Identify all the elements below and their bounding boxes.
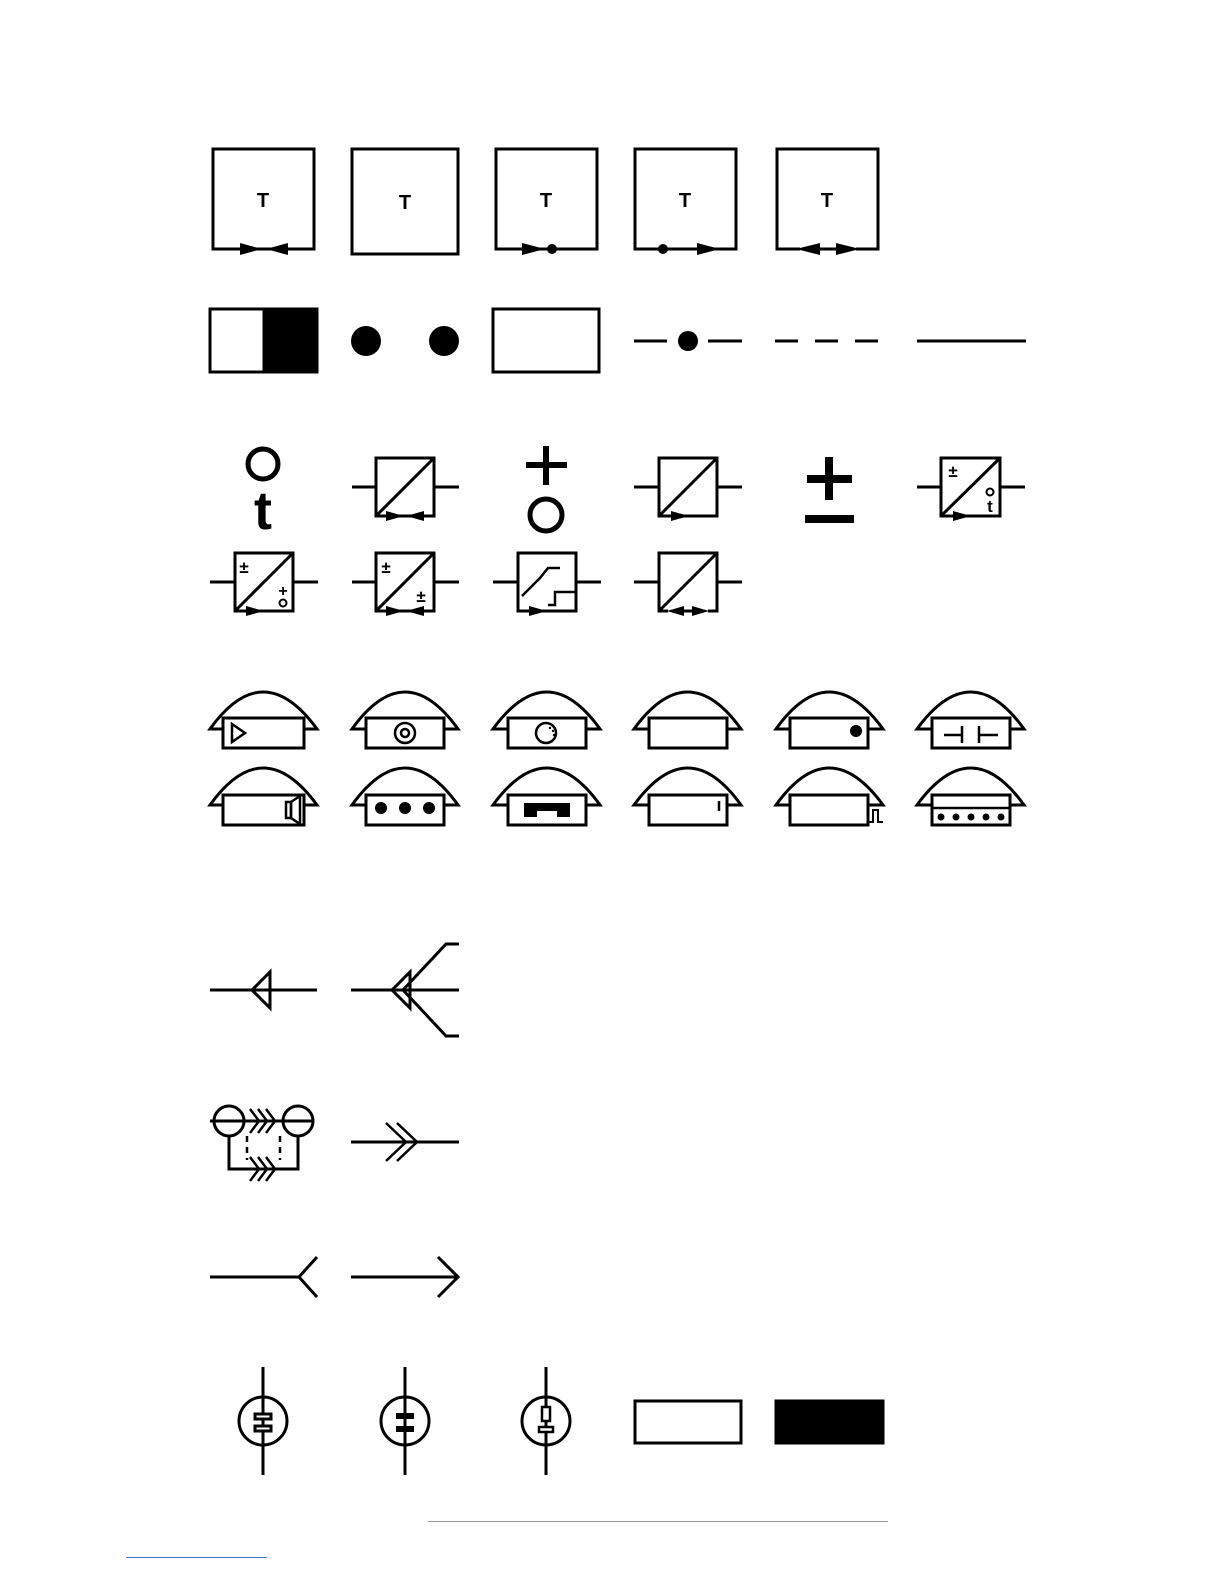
footnote-rule bbox=[126, 1557, 267, 1558]
converter-converging-arrows bbox=[352, 458, 459, 521]
device-telephone bbox=[493, 768, 600, 825]
svg-text:T: T bbox=[820, 190, 834, 212]
filled-rectangle bbox=[776, 1401, 883, 1443]
thermostat-symbol-diverging-arrows bbox=[777, 149, 878, 255]
two-dots bbox=[351, 326, 459, 356]
fuse-horizontal-plates bbox=[239, 1367, 287, 1475]
thermostat-symbol-plain bbox=[352, 149, 458, 254]
fuse-filled-plates bbox=[381, 1367, 429, 1475]
svg-text:T: T bbox=[256, 190, 270, 212]
svg-text:±: ± bbox=[239, 558, 249, 577]
double-chevron-line bbox=[351, 1123, 459, 1161]
device-target bbox=[352, 692, 458, 748]
plug-line bbox=[351, 1257, 458, 1297]
thermostat-symbol-dot-to-arrow bbox=[635, 149, 736, 255]
outline-rectangle bbox=[635, 1401, 741, 1443]
converter-step bbox=[493, 553, 601, 616]
time-symbol bbox=[248, 449, 278, 541]
device-play bbox=[210, 692, 317, 748]
empty-box bbox=[493, 309, 599, 372]
device-pulse bbox=[776, 768, 883, 825]
line-with-dot bbox=[634, 331, 742, 351]
antenna-splitter bbox=[351, 944, 459, 1036]
socket-line bbox=[210, 1257, 317, 1297]
device-dot bbox=[776, 692, 883, 748]
svg-text:t: t bbox=[254, 481, 272, 541]
thermostat-symbol-arrow-to-dot bbox=[496, 149, 597, 255]
device-three-dots bbox=[352, 768, 458, 825]
svg-text:T: T bbox=[678, 190, 692, 212]
converter-plus-minus-time bbox=[917, 458, 1025, 521]
device-bar bbox=[634, 768, 741, 825]
coupler-symbol bbox=[210, 1106, 314, 1181]
device-blank bbox=[634, 692, 741, 748]
converter-plus-minus-plus-minus bbox=[352, 553, 459, 616]
antenna-feed bbox=[210, 972, 317, 1008]
svg-text:T: T bbox=[539, 190, 553, 212]
converter-single-arrow bbox=[634, 458, 742, 521]
svg-text:±: ± bbox=[381, 558, 391, 577]
svg-text:t: t bbox=[987, 497, 993, 516]
svg-text:±: ± bbox=[416, 587, 426, 606]
device-knob bbox=[493, 692, 600, 748]
device-speaker bbox=[210, 768, 317, 825]
device-keypad bbox=[917, 768, 1024, 825]
fuse-vertical-element bbox=[522, 1367, 570, 1475]
device-capacitor bbox=[917, 692, 1024, 748]
plus-minus-symbol bbox=[805, 457, 854, 519]
converter-double-arrow bbox=[634, 553, 742, 616]
half-filled-box bbox=[210, 309, 317, 372]
svg-text:+: + bbox=[278, 583, 288, 600]
svg-text:T: T bbox=[398, 192, 412, 214]
converter-plus-minus-plus bbox=[210, 553, 318, 616]
plus-over-circle-symbol bbox=[526, 446, 567, 531]
thermostat-symbol-converging-arrows bbox=[213, 149, 314, 255]
svg-text:±: ± bbox=[948, 462, 958, 481]
footer-rule bbox=[428, 1521, 888, 1522]
